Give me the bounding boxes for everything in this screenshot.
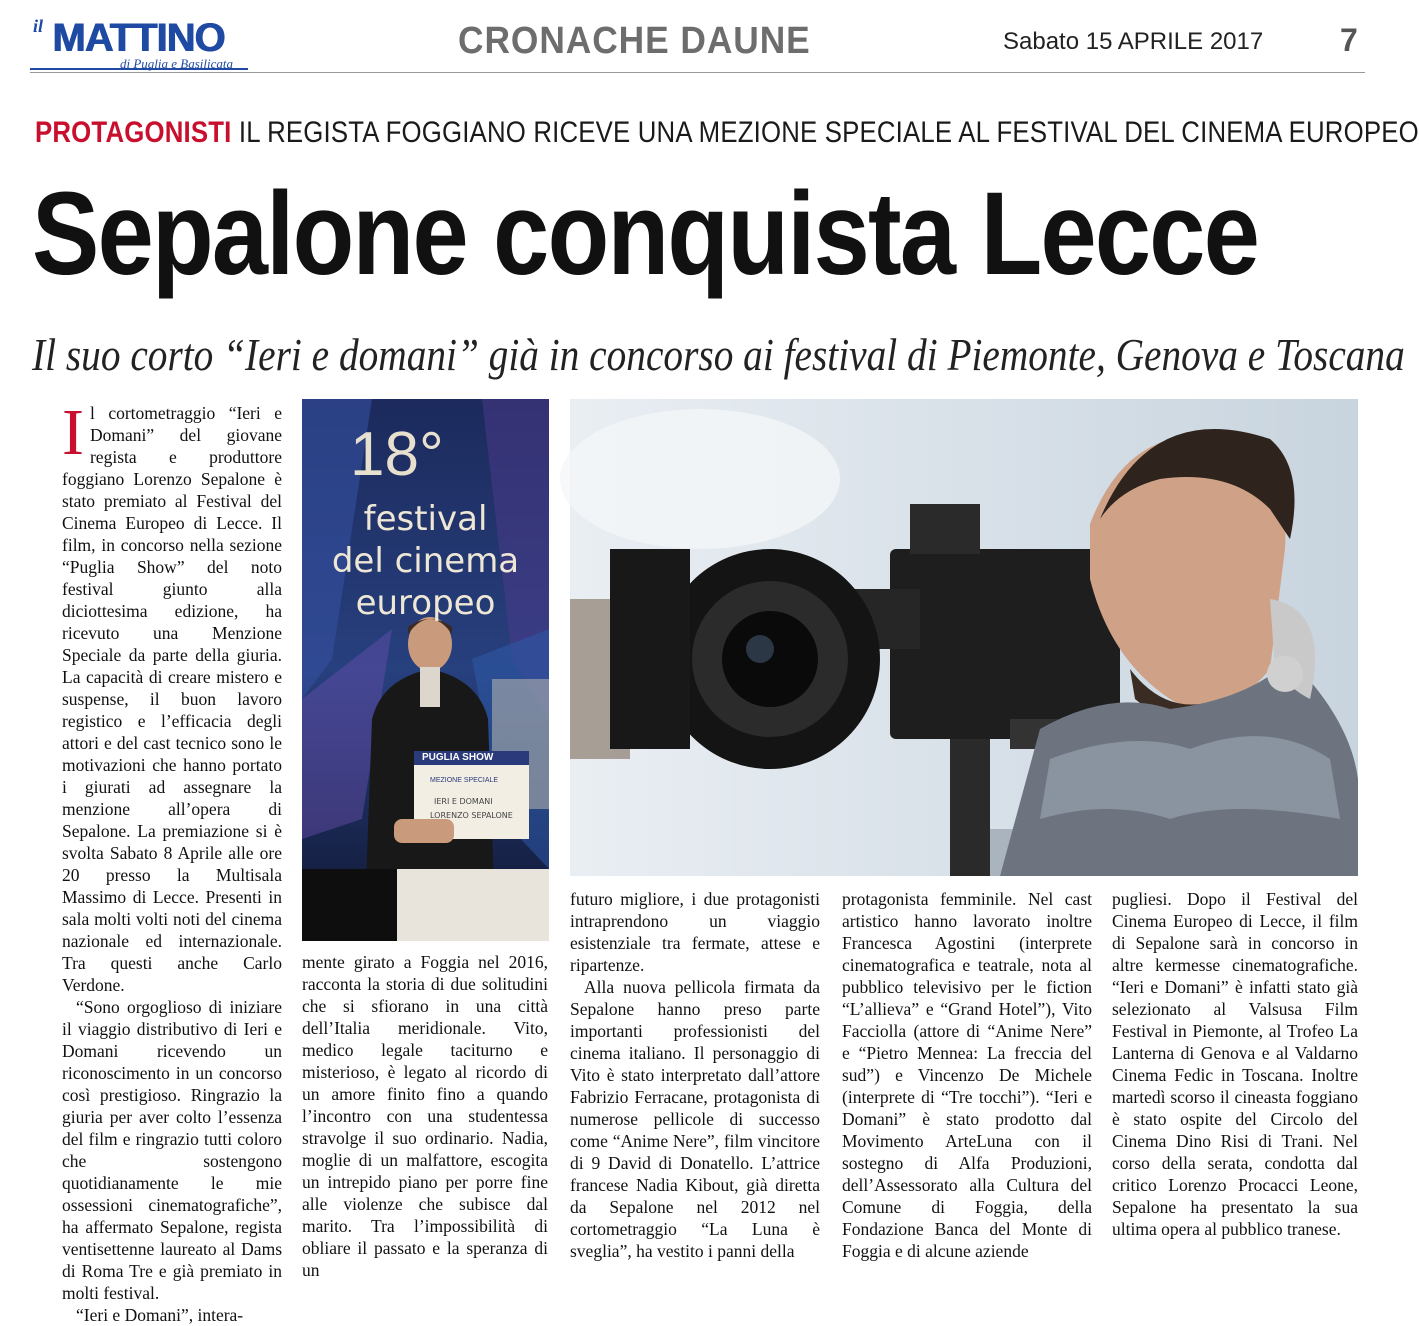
- logo-region: di Puglia e Basilicata: [120, 56, 234, 71]
- issue-date: Sabato 15 APRILE 2017: [1003, 28, 1264, 55]
- subheadline: Il suo corto “Ieri e domani” già in concorso ai festival di Piemonte, Genova e Toscana: [32, 329, 1405, 380]
- logo-name: MATTINO: [52, 16, 225, 60]
- paragraph: protagonista femminile. Nel cast artistico hanno lavorato inoltre Francesca Agostini (interprete cinematografica e teatrale, nota al pubblico televisivo per le fiction “L’allieva” e “Grand Hotel”), Vito Facciolla (attore di “Anime Nere” e “Pietro Mennea: La freccia del sud”) e Vincenzo De Michele (interprete di “Tre tocchi”). “Ieri e Domani” è stato prodotto dal Movimento ArteLuna con il sostegno di Alfa Produzioni, dell’Assessorato alla Cultura del Comune di Foggia, della Fondazione Banca del Monte di Foggia e di alcune aziende: [842, 889, 1092, 1261]
- paragraph: Alla nuova pellicola firmata da Sepalone hanno preso parte importanti professionisti del cinema italiano. Il personaggio di Vito è stato interpretato dall’attore Fabrizio Ferracane, protagonista di numerose pellicole di successo come “Anime Nere”, film vincitore di 9 David di Donatello. L’attrice francese Nadia Kibout, già diretta da Sepalone nel 2012 nel cortometraggio “La Luna è sveglia”, ha vestito i panni della: [570, 977, 820, 1261]
- festival-photo: [302, 399, 549, 941]
- kicker: [35, 116, 1419, 150]
- drop-cap: I: [62, 396, 84, 469]
- poster-line-1: festival: [363, 499, 488, 539]
- poster-number: 18°: [350, 420, 444, 489]
- certificate-title: PUGLIA SHOW: [422, 752, 494, 763]
- article-column-5: [1112, 888, 1358, 1313]
- logo-prefix: il: [33, 16, 44, 36]
- certificate-film: IERI E DOMANI: [434, 797, 493, 806]
- paragraph: futuro migliore, i due protagonisti intraprendono un viaggio esistenziale tra fermate, attese e ripartenze.: [570, 889, 820, 975]
- section-title: CRONACHE DAUNE: [458, 20, 811, 62]
- masthead-rule: [30, 72, 1365, 73]
- article-column-1: [62, 396, 282, 1325]
- paragraph: pugliesi. Dopo il Festival del Cinema Europeo di Lecce, il film di Sepalone sarà in concorso in altre kermesse cinematografiche. “Ieri e Domani” è infatti stato già selezionato al Valsusa Film Festival in Piemonte, al Trofeo La Lanterna di Genova e al Valdarno Cinema Fedic in Toscana. Inoltre martedì scorso il cineasta foggiano è stato ospite del Circolo del Cinema Dino Risi di Trani. Nel corso della serata, condotta dal critico Lorenzo Procacci Leone, Sepalone ha presentato la sua ultima opera al pubblico tranese.: [1112, 889, 1358, 1239]
- paragraph: l cortometraggio “Ieri e Domani” del giovane regista e produttore foggiano Lorenzo Sepalone è stato premiato al Festival del Cinema Europeo di Lecce. Il film, in concorso nella sezione “Puglia Show” del noto festival giunto alla diciottesima edizione, ha ricevuto una Menzione Speciale da parte della giuria. La capacità di creare mistero e suspense, il buon lavoro registico e l’efficacia degli attori e del cast tecnico sono le motivazioni che hanno portato i giurati ad assegnare la menzione all’opera di Sepalone. La premiazione si è svolta Sabato 8 Aprile alle ore 20 presso la Multisala Massimo di Lecce. Presenti in sala molti volti noti del cinema nazionale ed internazionale. Tra questi anche Carlo Verdone.: [62, 403, 282, 995]
- poster-line-2: del cinema: [331, 541, 520, 581]
- paragraph: mente girato a Foggia nel 2016, racconta la storia di due solitudini che si sfiorano in una città dell’Italia meridionale. Vito, medico legale taciturno e misterioso, è legato al ricordo di un amore finito fino a quando l’incontro con una studentessa stravolge il suo ordinario. Nadia, moglie di un malfattore, escogita un intrepido piano per porre fine alle violenze che subisce dal marito. Tra l’impossibilità di obliare il passato e la speranza di un: [302, 952, 548, 1280]
- certificate-name: LORENZO SEPALONE: [430, 811, 513, 820]
- kicker-text: IL REGISTA FOGGIANO RICEVE UNA MEZIONE SPECIALE AL FESTIVAL DEL CINEMA EUROPEO: [231, 116, 1419, 149]
- page-number: 7: [1340, 22, 1358, 58]
- paragraph: “Ieri e Domani”, intera-: [76, 1305, 244, 1325]
- paragraph: “Sono orgoglioso di iniziare il viaggio distributivo di Ieri e Domani ricevendo un riconoscimento in un concorso così prestigioso. Ringrazio la giuria per aver colto l’essenza del film e ringrazio tutti coloro che sostengono quotidianamente le mie ossessioni cinematografiche”, ha affermato Sepalone, regista ventisettenne laureato al Dams di Roma Tre e già premiato in molti festival.: [62, 997, 282, 1303]
- headline: Sepalone conquista Lecce: [32, 168, 1259, 300]
- certificate-subtitle: MEZIONE SPECIALE: [430, 777, 499, 784]
- article-column-2: [302, 951, 548, 1311]
- camera-photo: [570, 399, 1358, 876]
- article-column-4: [842, 888, 1092, 1313]
- article-column-3: [570, 888, 820, 1313]
- poster-line-3: europeo: [355, 583, 496, 623]
- kicker-tag: PROTAGONISTI: [35, 116, 232, 149]
